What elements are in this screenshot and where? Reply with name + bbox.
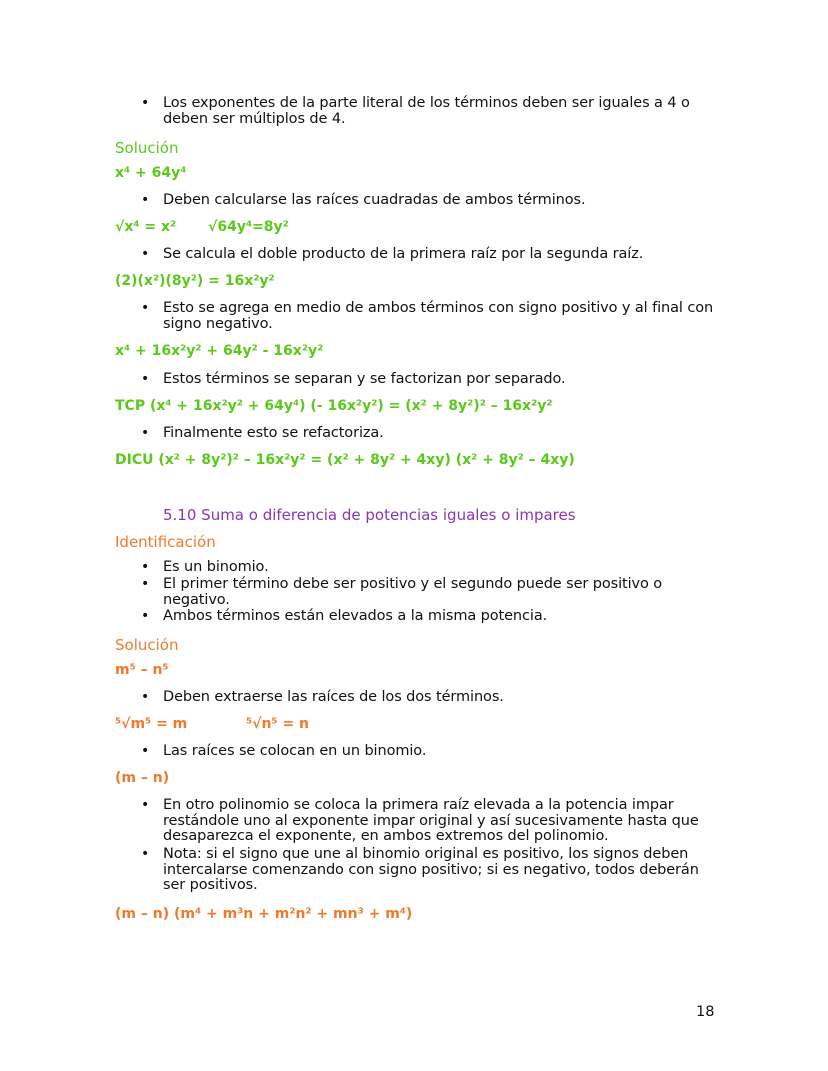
bullet-roots-binomial: • Las raíces se colocan en un binomio. [163, 744, 723, 760]
root-expression-a: √x⁴ = x² [115, 219, 177, 235]
bullet-double-product: • Se calcula el doble producto de la primera raíz por la segunda raíz. [163, 247, 723, 263]
bullet-separate: • Estos términos se separan y se factorizan por separado. [163, 372, 723, 388]
section-heading: 5.10 Suma o diferencia de potencias iguales o impares [163, 506, 576, 524]
bullet-extract-roots: • Deben extraerse las raíces de los dos términos. [163, 690, 723, 706]
root-expression-b: √64y⁴=8y² [208, 219, 289, 235]
bullet-square-roots: • Deben calcularse las raíces cuadradas de ambos términos. [163, 193, 723, 209]
expression-m5-n5: m⁵ – n⁵ [115, 662, 169, 678]
final-expression: (m – n) (m⁴ + m³n + m²n² + mn³ + m⁴) [115, 906, 413, 922]
bullet-binomial: • Es un binomio. [163, 560, 723, 576]
page-number: 18 [696, 1004, 715, 1020]
tcp-expression: TCP (x⁴ + 16x²y² + 64y⁴) (- 16x²y²) = (x² + 8y²)² – 16x²y² [115, 398, 553, 414]
solution-heading-2: Solución [115, 636, 179, 654]
root-expression-n: ⁵√n⁵ = n [246, 716, 310, 732]
dicu-expression: DICU (x² + 8y²)² – 16x²y² = (x² + 8y² + 4xy) (x² + 8y² – 4xy) [115, 452, 575, 468]
bullet-refactor: • Finalmente esto se refactoriza. [163, 426, 723, 442]
binomial-expression: (m – n) [115, 770, 170, 786]
bullet-first-term: • El primer término debe ser positivo y el segundo puede ser positivo o negativo. [163, 577, 723, 608]
identification-heading: Identificación [115, 533, 216, 551]
bullet-add-middle: • Esto se agrega en medio de ambos términos con signo positivo y al final con signo negativo. [163, 301, 723, 332]
bullet-exponents: • Los exponentes de la parte literal de los términos deben ser iguales a 4 o deben ser múltiplos de 4. [163, 96, 723, 127]
double-product-expression: (2)(x²)(8y²) = 16x²y² [115, 273, 275, 289]
root-expression-m: ⁵√m⁵ = m [115, 716, 188, 732]
bullet-note: • Nota: si el signo que une al binomio original es positivo, los signos deben intercalarse comenzando con signo positivo; si es negativo, todos deberán ser positivos. [163, 847, 723, 894]
bullet-polynomial: • En otro polinomio se coloca la primera raíz elevada a la potencia impar restándole uno al exponente impar original y así sucesivamente hasta que desaparezca el exponente, en ambos extremos del polinomio. [163, 798, 723, 845]
expression-x4-64y4: x⁴ + 64y⁴ [115, 165, 187, 181]
added-expression: x⁴ + 16x²y² + 64y² - 16x²y² [115, 343, 324, 359]
bullet-same-power: • Ambos términos están elevados a la misma potencia. [163, 609, 723, 625]
solution-heading-1: Solución [115, 139, 179, 157]
